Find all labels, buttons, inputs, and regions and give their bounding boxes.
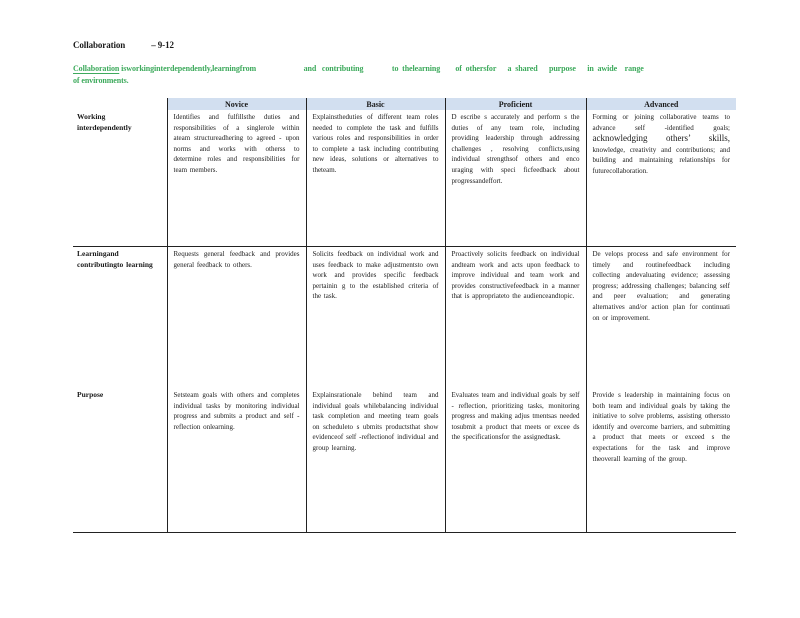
cell-advanced (586, 110, 736, 247)
header-advanced: Advanced (586, 98, 736, 110)
cell-basic: Explainsrationale behind team and individual goals whilebalancing individual task completion and meeting team goals on scheduleto s ubmits productsthat show evidenceof self -reflectionof individual and group learning. (306, 388, 445, 533)
cell-advanced-part-b: acknowledging others’ skills, (592, 133, 730, 144)
intro-text: isworkinginterdependently,learningfrom and contributing to thelearning of othersfor a shared purpose in awide range (119, 64, 644, 73)
row-label: Purpose (73, 388, 167, 533)
cell-novice: Identifies and fulfillsthe duties and responsibilities of a singlerole within ateam structureadhering to agreed - upon norms and works with otherss to determine roles and responsibilities for team members. (167, 110, 306, 247)
header-proficient: Proficient (445, 98, 586, 110)
cell-proficient: Evaluates team and individual goals by self - reflection, prioritizing tasks, monitoring progress and making adjus tmentsas needed tosubmit a product that meets or excee ds the specificationsfor the assignedtask. (445, 388, 586, 533)
cell-basic: Solicits feedback on individual work and uses feedback to make adjustmentsto own work and provides specific feedback pertainin g to the established criteria of the task. (306, 247, 445, 389)
rubric-table (73, 98, 736, 533)
row-label: Working interdependently (73, 110, 167, 247)
cell-proficient: D escribe s accurately and perform s the duties of any team role, including providing leadership through addressing challenges , resolving conflicts,using individual strengthsof others and enco uraging with speci ficfeedback about progressandeffort. (445, 110, 586, 247)
intro-term: Collaboration (73, 64, 120, 73)
table-row (73, 110, 736, 247)
intro-definition (73, 63, 723, 87)
title-text: Collaboration (73, 40, 126, 50)
table-row (73, 247, 736, 389)
grade-range: – 9-12 (151, 40, 174, 50)
table-row (73, 388, 736, 533)
cell-advanced: Provide s leadership in maintaining focus on both team and individual goals by taking the initiative to solve problems, assisting otherssto identify and overcome barriers, and submitting a product that meets or exceed s the expectations for the task and improve theoverall learning of the group. (586, 388, 736, 533)
cell-advanced-part-c: knowledge, creativity and contributions; and building and maintaining relationships for futurecollaboration. (592, 145, 730, 175)
page-title (73, 40, 174, 50)
intro-text-2: of environments. (73, 76, 129, 85)
header-basic: Basic (306, 98, 445, 110)
cell-novice: Requests general feedback and provides general feedback to others. (167, 247, 306, 389)
cell-proficient: Proactively solicits feedback on individual andteam work and acts upon feedback to improve individual and team work and provides constructivefeedback in a manner that is appropriateto the audienceandtopic. (445, 247, 586, 389)
cell-novice: Setsteam goals with others and completes individual tasks by monitoring individual progress and submits a product and self - reflection onlearning. (167, 388, 306, 533)
rubric-header-row (73, 98, 736, 110)
row-label: Learningand contributingto learning (77, 249, 153, 269)
header-novice: Novice (167, 98, 306, 110)
cell-advanced-part-a: Forming or joining collaborative teams to advance self -identified goals; (592, 113, 730, 132)
cell-advanced: De velops process and safe environment for timely and routinefeedback including collecting andevaluating evidence; assessing progress; addressing challenges; balancing self and peer evaluation; and generating alternatives and/or action plan for continuati on or improvement. (586, 247, 736, 389)
header-blank (73, 98, 167, 110)
cell-basic: Explainstheduties of different team roles needed to complete the task and fulfills various roles and responsibilities in order to complete a task including contributing new ideas, solutions or alternatives to theteam. (306, 110, 445, 247)
